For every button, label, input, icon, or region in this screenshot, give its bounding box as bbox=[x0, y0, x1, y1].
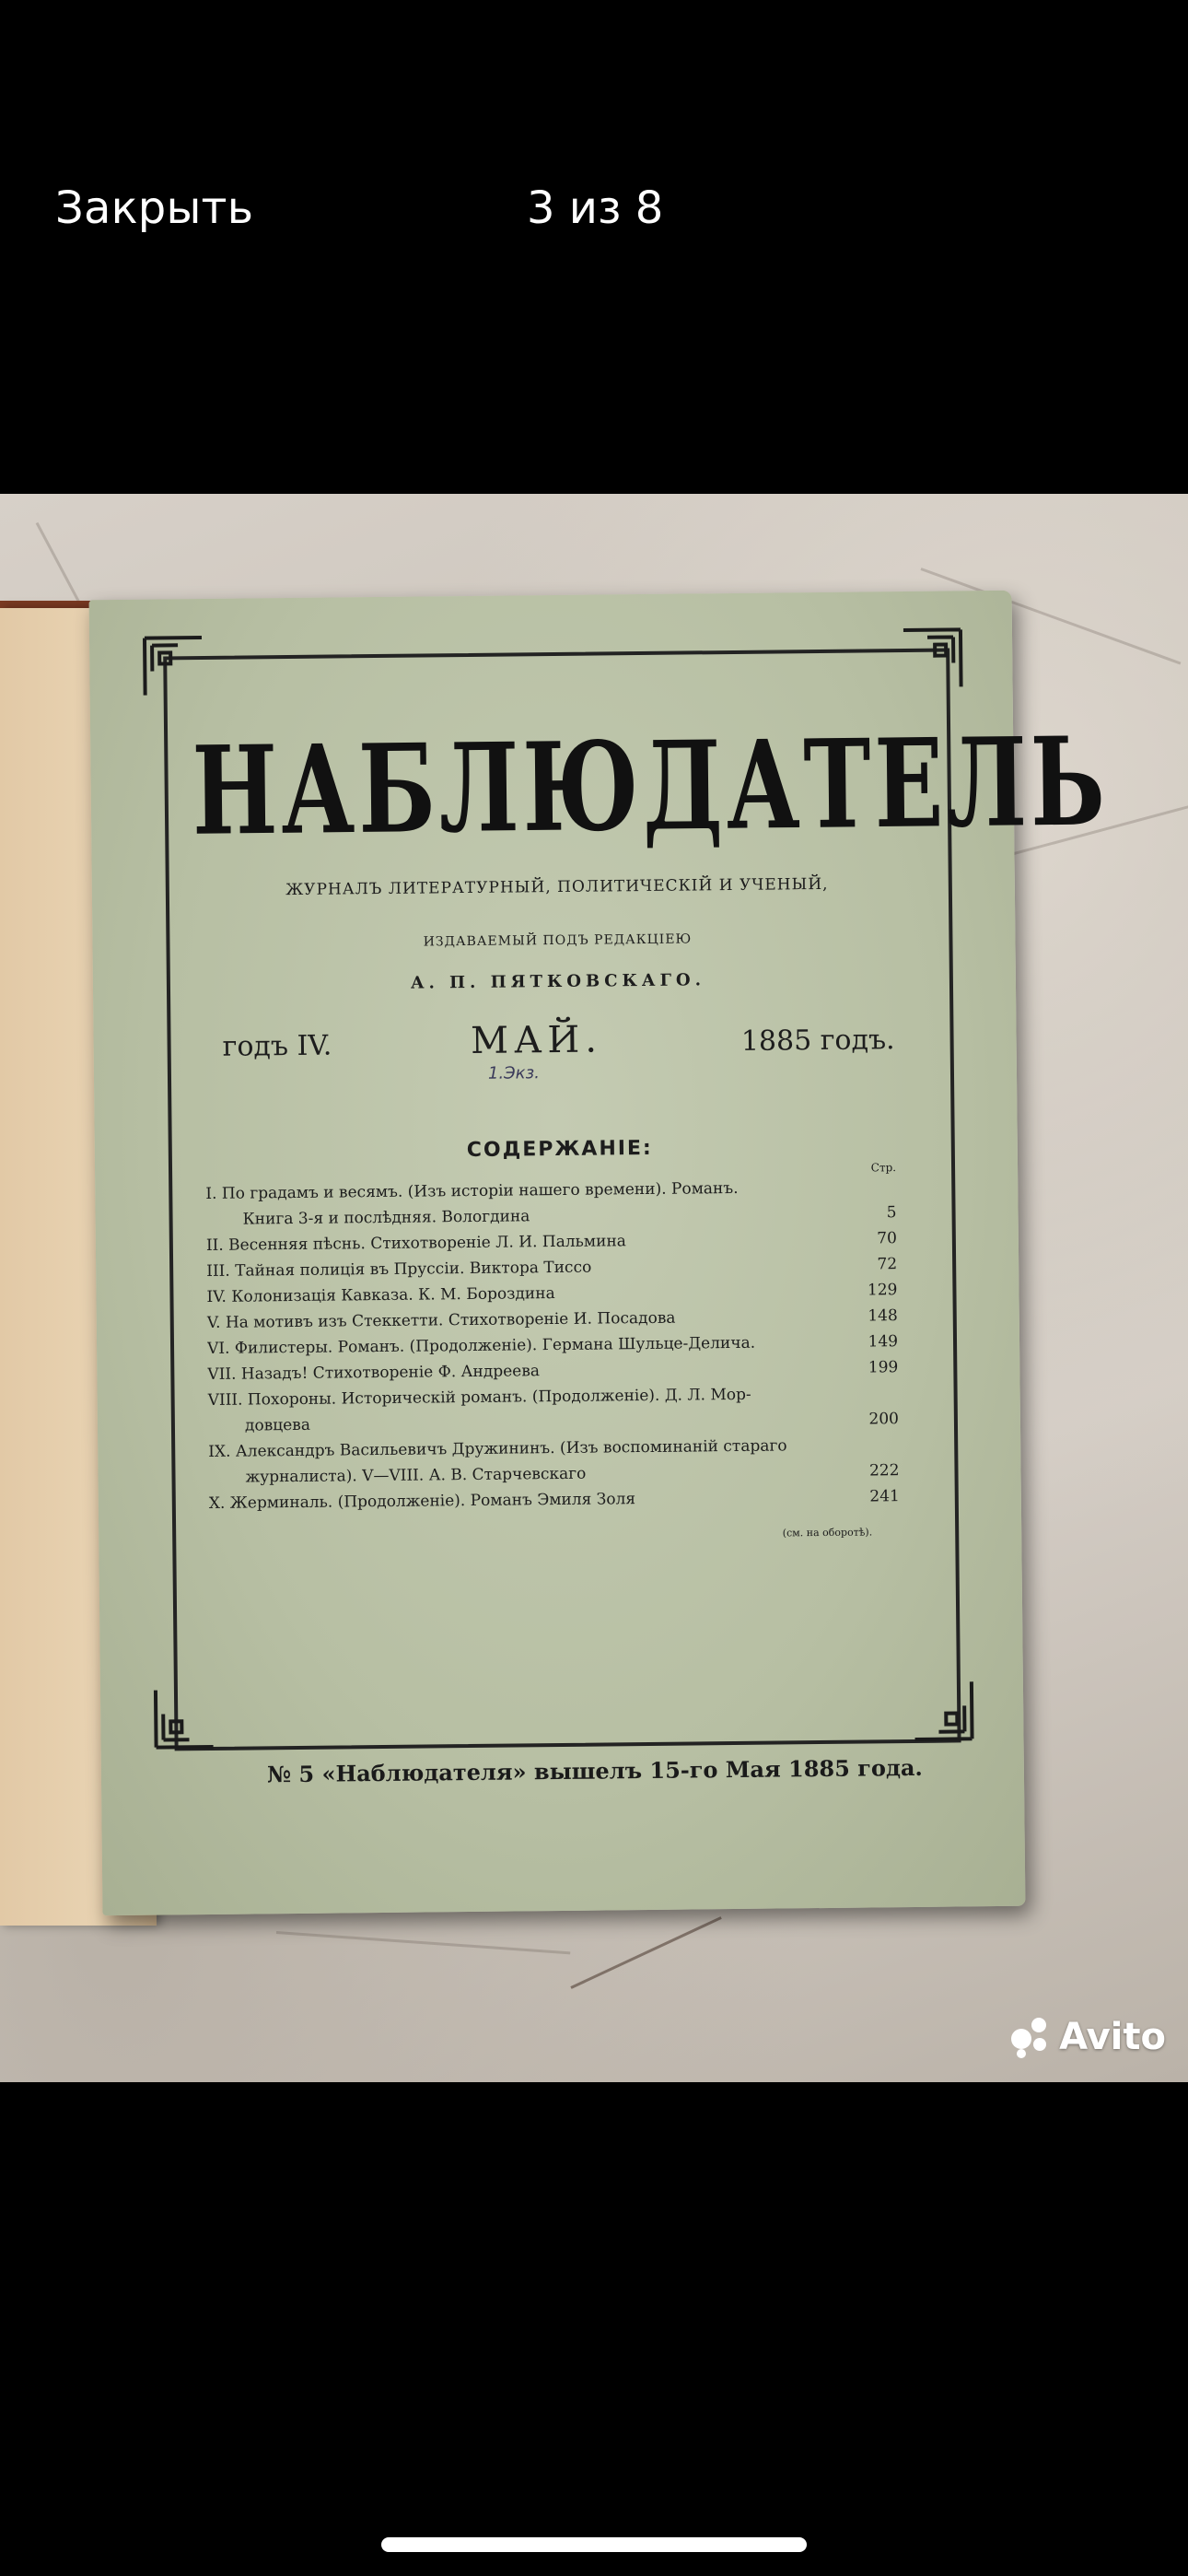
issue-month: МАЙ. bbox=[470, 1018, 603, 1062]
toc-entry-page bbox=[891, 1380, 898, 1406]
toc-entry-title: Книга 3-я и послѣдняя. Вологдина bbox=[242, 1207, 530, 1229]
marble-vein bbox=[276, 1931, 570, 1954]
ornament-corner-icon bbox=[152, 1686, 217, 1751]
toc-entry-page: 200 bbox=[868, 1410, 900, 1429]
toc-entry-title: довцева bbox=[244, 1415, 311, 1435]
avito-logo-icon bbox=[1011, 2016, 1054, 2058]
toc-entry-page: 149 bbox=[868, 1332, 899, 1352]
editor-name: А. П. ПЯТКОВСКАГО. bbox=[410, 970, 706, 993]
table-of-contents bbox=[196, 1174, 927, 1516]
toc-entry-title: VIII. Похороны. Историческій романъ. (Продолженіе). Д. Л. Мор- bbox=[207, 1385, 751, 1410]
handwritten-note: 1.Экз. bbox=[487, 1063, 540, 1083]
magazine-text bbox=[191, 674, 1110, 1545]
published-by: ИЗДАВАЕМЫЙ ПОДЪ РЕДАКЦІЕЮ bbox=[423, 931, 693, 950]
toc-entry-page: 148 bbox=[868, 1306, 898, 1326]
toc-entry-page: 129 bbox=[867, 1281, 898, 1300]
toc-entry-title: VII. Назадъ! Стихотвореніе Ф. Андреева bbox=[207, 1362, 541, 1384]
toc-entry-title: III. Тайная полиція въ Пруссіи. Виктора Тиссо bbox=[206, 1258, 592, 1281]
page-column-label: Стр. bbox=[870, 1161, 897, 1175]
toc-entry-title: I. По градамъ и весямъ. (Изъ исторіи нашего времени). Романъ. bbox=[205, 1178, 739, 1203]
toc-entry-page: 72 bbox=[877, 1255, 898, 1274]
avito-watermark bbox=[1011, 2016, 1166, 2058]
listing-photo[interactable] bbox=[0, 494, 1188, 2082]
footer-note: (см. на оборотѣ). bbox=[782, 1526, 873, 1540]
toc-entry-page: 70 bbox=[877, 1229, 897, 1248]
photo-counter: 3 из 8 bbox=[527, 182, 664, 234]
marble-vein bbox=[570, 1916, 721, 1989]
magazine-subtitle: ЖУРНАЛЪ ЛИТЕРАТУРНЫЙ, ПОЛИТИЧЕСКІЙ И УЧЕНЫЙ, bbox=[285, 874, 829, 900]
issue-row bbox=[194, 1015, 922, 1065]
toc-entry-page bbox=[891, 1432, 899, 1458]
ornament-corner-icon bbox=[911, 1678, 976, 1743]
toc-entry-page: 222 bbox=[868, 1461, 900, 1481]
issue-year-label: годъ IV. bbox=[222, 1029, 332, 1063]
release-note: № 5 «Наблюдателя» вышелъ 15-го Мая 1885 года. bbox=[266, 1753, 923, 1788]
contents-title: СОДЕРЖАНІЕ: bbox=[466, 1136, 653, 1163]
toc-entry-page: 241 bbox=[869, 1487, 900, 1506]
toc-entry-title: X. Жерминаль. (Продолженіе). Романъ Эмиля Золя bbox=[208, 1490, 636, 1513]
magazine-title: НАБЛЮДАТЕЛЬ bbox=[191, 710, 1110, 864]
toc-entry-title: журналиста). V—VIII. А. В. Старчевскаго bbox=[245, 1464, 587, 1487]
magazine-cover bbox=[89, 591, 1110, 1915]
toc-entry-page: 5 bbox=[886, 1203, 897, 1223]
toc-entry-title: IX. Александръ Васильевичъ Дружининъ. (Изъ воспоминаній стараго bbox=[208, 1436, 787, 1461]
home-indicator[interactable] bbox=[381, 2537, 807, 2552]
avito-wordmark: Avito bbox=[1059, 2016, 1166, 2058]
toc-entry-title: II. Весенняя пѣснь. Стихотвореніе Л. И. Пальмина bbox=[205, 1232, 626, 1255]
toc-entry-title: VI. Филистеры. Романъ. (Продолженіе). Германа Шульце-Делича. bbox=[206, 1333, 756, 1358]
viewer-bottom-bar bbox=[0, 2082, 1188, 2576]
toc-entry-page: 199 bbox=[868, 1358, 899, 1377]
toc-entry-title: IV. Колонизація Кавказа. К. М. Бороздина bbox=[206, 1284, 555, 1306]
viewer-top-bar bbox=[0, 0, 1188, 494]
issue-year: 1885 годъ. bbox=[740, 1024, 895, 1058]
toc-entry-page bbox=[889, 1174, 896, 1200]
toc-entry-title: V. На мотивъ изъ Стеккетти. Стихотвореніе И. Посадова bbox=[206, 1308, 676, 1332]
close-button[interactable]: Закрыть bbox=[55, 182, 254, 234]
